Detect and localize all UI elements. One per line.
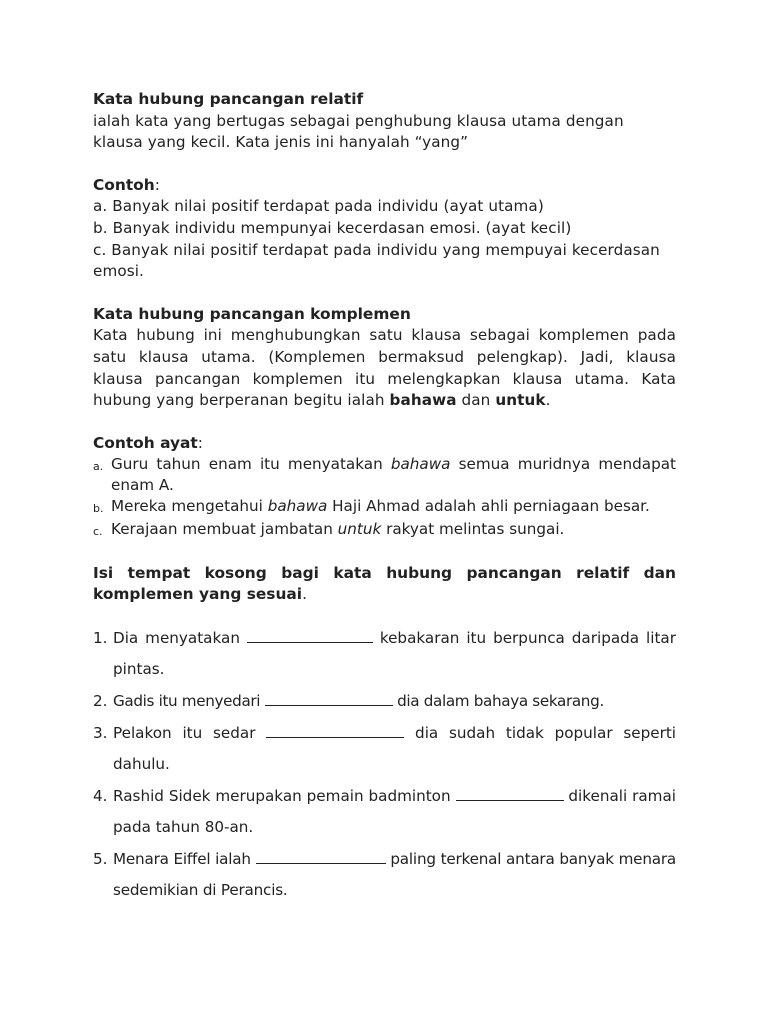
question-text: [113, 781, 676, 843]
example-text-pre: Guru tahun enam itu menyatakan: [111, 455, 391, 474]
contoh-ayat-colon: :: [197, 433, 203, 452]
answer-blank[interactable]: [256, 849, 386, 864]
question-text-post: dikenali ramai pada tahun 80-an.: [113, 787, 676, 837]
example-text: [111, 496, 676, 519]
question-number: 2.: [93, 692, 108, 711]
question-text-post: dia sudah tidak popular seperti dahulu.: [113, 724, 677, 774]
contoh-colon: :: [154, 175, 160, 194]
definition-komplemen-text: Kata hubung ini menghubungkan satu klausa sebagai komplemen pada satu klausa utama. (Komplemen bermaksud pelengkap). Jadi, klausa klausa pancangan komplemen itu melengkapkan klausa utama. Kata hubung yang berperanan begitu ialah: [93, 326, 676, 410]
question-5: [93, 844, 676, 906]
exercise-instruction-end: .: [302, 585, 307, 604]
question-text-pre: Menara Eiffel ialah: [113, 850, 256, 869]
contoh-label: [93, 175, 676, 197]
question-text: [113, 844, 676, 906]
exercise-instruction-text: Isi tempat kosong bagi kata hubung pancangan relatif dan komplemen yang sesuai: [93, 564, 676, 604]
question-4: [93, 781, 676, 843]
contoh-ayat-label: [93, 433, 676, 455]
example-keyword: bahawa: [390, 455, 451, 474]
answer-blank[interactable]: [247, 628, 373, 643]
question-2: [93, 686, 676, 717]
question-text: [113, 623, 676, 685]
example-text-post: rakyat melintas sungai.: [381, 520, 565, 539]
heading-relatif: Kata hubung pancangan relatif: [93, 90, 364, 108]
example-text-post: semua muridnya mendapat enam A.: [111, 455, 676, 495]
question-text: [113, 686, 676, 717]
answer-blank[interactable]: [265, 691, 393, 706]
example-text: [111, 454, 676, 496]
example-keyword: bahawa: [267, 497, 328, 516]
question-number: 4.: [93, 787, 108, 806]
question-text: [113, 718, 676, 780]
question-text-pre: Dia menyatakan: [113, 629, 247, 648]
example-label: b.: [93, 502, 104, 516]
definition-relatif: ialah kata yang bertugas sebagai penghubung klausa utama dengan klausa yang kecil. Kata jenis ini hanyalah “yang”: [93, 111, 624, 152]
question-text-post: paling terkenal antara banyak menara sedemikian di Perancis.: [113, 850, 676, 900]
question-text-post: dia dalam bahaya sekarang.: [392, 692, 604, 711]
heading-komplemen: Kata hubung pancangan komplemen: [93, 304, 411, 323]
exercise-instruction: [93, 563, 676, 605]
question-text-pre: Pelakon itu sedar: [113, 724, 267, 743]
question-number: 5.: [93, 850, 108, 869]
komplemen-example-a: [93, 454, 676, 496]
answer-blank[interactable]: [266, 723, 404, 738]
keyword-joiner: dan: [456, 391, 496, 410]
question-1: [93, 623, 676, 685]
question-number: 3.: [93, 724, 108, 743]
relatif-example-c: c. Banyak nilai positif terdapat pada individu yang mempuyai kecerdasan emosi.: [93, 240, 660, 281]
example-text-post: Haji Ahmad adalah ahli perniagaan besar.: [327, 497, 650, 516]
document-page: [93, 89, 676, 907]
definition-end: .: [545, 391, 551, 410]
question-3: [93, 718, 676, 780]
question-text-pre: Gadis itu menyedari: [113, 692, 265, 711]
example-text-pre: Mereka mengetahui: [111, 497, 268, 516]
question-text-post: kebakaran itu berpunca daripada litar pintas.: [113, 629, 676, 679]
komplemen-example-c: [93, 519, 676, 542]
definition-komplemen: [93, 325, 676, 411]
example-label: a.: [93, 460, 104, 474]
keyword-untuk: untuk: [495, 391, 546, 410]
example-text: [111, 519, 676, 542]
answer-blank[interactable]: [456, 786, 564, 801]
example-keyword: untuk: [337, 520, 382, 539]
komplemen-example-b: [93, 496, 676, 519]
contoh-label-text: Contoh: [93, 175, 155, 194]
question-number: 1.: [93, 629, 108, 648]
contoh-ayat-label-text: Contoh ayat: [93, 433, 198, 452]
relatif-example-b: b. Banyak individu mempunyai kecerdasan emosi. (ayat kecil): [93, 218, 572, 237]
relatif-example-a: a. Banyak nilai positif terdapat pada individu (ayat utama): [93, 197, 544, 216]
question-text-pre: Rashid Sidek merupakan pemain badminton: [113, 787, 456, 806]
example-label: c.: [93, 525, 103, 539]
keyword-bahawa: bahawa: [389, 391, 457, 410]
example-text-pre: Kerajaan membuat jambatan: [111, 520, 338, 539]
